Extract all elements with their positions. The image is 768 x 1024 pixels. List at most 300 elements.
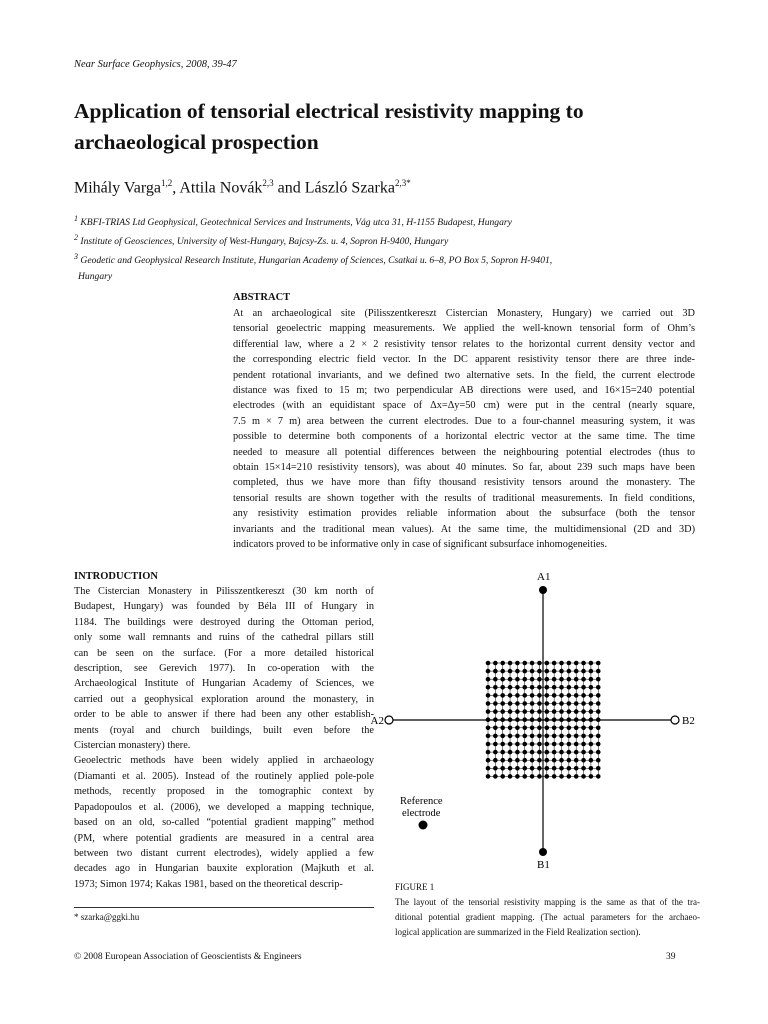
potential-electrode xyxy=(567,726,572,731)
author-affil-sup: 1,2 xyxy=(160,178,173,188)
potential-electrode xyxy=(486,726,491,731)
potential-electrode xyxy=(515,734,520,739)
potential-electrode xyxy=(493,669,498,674)
potential-electrode xyxy=(567,774,572,779)
introduction-line: carried out a geophysical exploration around the monastery, in xyxy=(74,693,374,705)
caption-line: ditional potential gradient mapping. (The actual parameters for the archaeo- xyxy=(395,912,700,922)
affiliation-3-continued: Hungary xyxy=(78,270,113,282)
potential-electrode xyxy=(515,726,520,731)
potential-electrode xyxy=(537,685,542,690)
potential-electrode xyxy=(552,750,557,755)
potential-electrode xyxy=(596,701,601,706)
potential-electrode xyxy=(581,709,586,714)
potential-electrode xyxy=(574,693,579,698)
introduction-line: (PM, where potential gradients are measured in a central area xyxy=(74,832,374,844)
potential-electrode xyxy=(574,750,579,755)
author-name: Mihály Varga xyxy=(74,179,161,197)
potential-electrode xyxy=(537,750,542,755)
potential-electrode xyxy=(537,726,542,731)
potential-electrode xyxy=(522,734,527,739)
potential-electrode xyxy=(574,709,579,714)
potential-electrode xyxy=(552,734,557,739)
page-number: 39 xyxy=(666,952,676,962)
potential-electrode xyxy=(552,701,557,706)
potential-electrode xyxy=(537,669,542,674)
potential-electrode xyxy=(574,677,579,682)
potential-electrode xyxy=(545,726,550,731)
potential-electrode xyxy=(589,693,594,698)
potential-electrode xyxy=(508,677,513,682)
potential-electrode xyxy=(493,701,498,706)
abstract-line: indicators proved to be informative only in case of significant subsurface inhomogeneities. xyxy=(233,539,608,551)
potential-electrode xyxy=(530,774,535,779)
potential-electrode xyxy=(530,758,535,763)
potential-electrode xyxy=(559,734,564,739)
potential-electrode xyxy=(545,766,550,771)
abstract-line: invariants and the traditional mean values). At the same time, the multidimensional (2D and 3D) xyxy=(233,523,695,535)
potential-electrode xyxy=(552,669,557,674)
potential-electrode xyxy=(574,758,579,763)
potential-electrode xyxy=(493,661,498,666)
potential-electrode xyxy=(567,677,572,682)
potential-electrode xyxy=(486,669,491,674)
introduction-heading: INTRODUCTION xyxy=(74,571,159,582)
potential-electrode xyxy=(522,766,527,771)
potential-electrode xyxy=(486,742,491,747)
potential-electrode xyxy=(581,701,586,706)
potential-electrode xyxy=(552,709,557,714)
potential-electrode xyxy=(508,758,513,763)
potential-electrode xyxy=(596,677,601,682)
introduction-line: only some wall remnants and ruins of the cathedral pillars still xyxy=(74,632,374,644)
introduction-line: Cistercian monastery) there. xyxy=(74,740,191,752)
abstract-line: distance was fixed to 15 m; two perpendicular AB directions were used, and 16×15=240 potential xyxy=(233,385,695,397)
potential-electrode xyxy=(589,685,594,690)
potential-electrode xyxy=(581,758,586,763)
author-separator: and xyxy=(273,179,305,197)
potential-electrode xyxy=(522,774,527,779)
potential-electrode xyxy=(596,693,601,698)
potential-electrode xyxy=(537,677,542,682)
potential-electrode xyxy=(508,766,513,771)
potential-electrode xyxy=(537,774,542,779)
potential-electrode xyxy=(530,717,535,722)
potential-electrode xyxy=(567,669,572,674)
potential-electrode xyxy=(567,766,572,771)
footnote-email: * szarka@ggki.hu xyxy=(74,912,140,922)
potential-electrode xyxy=(552,726,557,731)
potential-electrode xyxy=(486,701,491,706)
potential-electrode xyxy=(559,774,564,779)
potential-electrode xyxy=(567,717,572,722)
potential-electrode xyxy=(515,774,520,779)
potential-electrode xyxy=(508,685,513,690)
potential-electrode xyxy=(552,774,557,779)
potential-electrode xyxy=(559,742,564,747)
potential-electrode xyxy=(559,758,564,763)
potential-electrode xyxy=(493,685,498,690)
potential-electrode xyxy=(500,726,505,731)
potential-electrode xyxy=(545,661,550,666)
potential-electrode xyxy=(500,717,505,722)
potential-electrode xyxy=(522,669,527,674)
label-a1: A1 xyxy=(537,571,551,583)
potential-electrode xyxy=(567,734,572,739)
potential-electrode xyxy=(589,774,594,779)
potential-electrode xyxy=(515,701,520,706)
potential-electrode xyxy=(486,717,491,722)
electrode-a1 xyxy=(539,586,547,594)
potential-electrode xyxy=(508,734,513,739)
caption-line: logical application are summarized in the Field Realization section). xyxy=(395,927,641,937)
potential-electrode xyxy=(508,742,513,747)
potential-electrode xyxy=(574,774,579,779)
potential-electrode xyxy=(537,709,542,714)
potential-electrode xyxy=(596,750,601,755)
potential-electrode xyxy=(559,661,564,666)
potential-electrode xyxy=(574,661,579,666)
author-list xyxy=(74,178,411,197)
affiliation-2: $^2$ Institute of Geosciences, University of West-Hungary, Bajcsy-Zs. u. 4, Sopron H-9400, Hungary xyxy=(74,233,449,248)
abstract-line: pendent rotational invariants, and we defined two alternative sets. In the field, the current electrode xyxy=(233,369,695,381)
abstract-line: tensorial geoelectric mapping measurements. We applied the well-known tensorial form of Ohm’s xyxy=(233,323,695,335)
potential-electrode xyxy=(500,693,505,698)
potential-electrode xyxy=(589,766,594,771)
potential-electrode xyxy=(596,709,601,714)
potential-electrode xyxy=(552,661,557,666)
abstract-body xyxy=(233,306,695,553)
paper-title: Application of tensorial electrical resistivity mapping to archaeological prospection xyxy=(74,99,584,154)
abstract-line: tensorial results are shown together with the results of traditional measurements. In field conditions, xyxy=(233,492,695,504)
potential-electrode xyxy=(596,685,601,690)
label-b1: B1 xyxy=(537,859,550,871)
potential-electrode xyxy=(589,701,594,706)
potential-electrode xyxy=(493,750,498,755)
potential-electrode xyxy=(552,677,557,682)
potential-electrode xyxy=(522,693,527,698)
introduction-line: 1973; Simon 1974; Kakas 1981, based on the theoretical descrip- xyxy=(74,878,343,890)
footnote-rule xyxy=(74,907,374,908)
potential-electrode xyxy=(508,701,513,706)
label-b2: B2 xyxy=(682,715,695,727)
potential-electrode xyxy=(581,766,586,771)
potential-electrode xyxy=(522,709,527,714)
introduction-line: Papadopoulos et al. (2006), we developed a mapping technique, xyxy=(74,801,374,813)
potential-electrode xyxy=(530,734,535,739)
potential-electrode xyxy=(559,701,564,706)
potential-electrode xyxy=(545,750,550,755)
label-electrode: electrode xyxy=(402,808,441,819)
potential-electrode xyxy=(493,677,498,682)
author-affil-sup: 2,3* xyxy=(394,178,411,188)
journal-reference: Near Surface Geophysics, 2008, 39-47 xyxy=(74,59,237,70)
potential-electrode xyxy=(559,750,564,755)
potential-electrode xyxy=(567,750,572,755)
introduction-line: description, see Gerevich 1977). In co-operation with the xyxy=(74,663,374,675)
potential-electrode xyxy=(589,734,594,739)
potential-electrode xyxy=(486,677,491,682)
potential-electrode xyxy=(581,677,586,682)
author-affil-sup: 2,3 xyxy=(262,178,274,188)
potential-electrode xyxy=(559,693,564,698)
abstract-line: At an archaeological site (Pilisszentkereszt Cistercian Monastery, Hungary) we carried out 3D xyxy=(233,308,695,319)
potential-electrode xyxy=(545,734,550,739)
potential-electrode xyxy=(508,750,513,755)
affiliation-3: $^3$ Geodetic and Geophysical Research Institute, Hungarian Academy of Sciences, Csatkai u. 6–8, PO Box 5, Sopron H-9401, xyxy=(74,252,553,267)
potential-electrode xyxy=(486,685,491,690)
figure-caption xyxy=(395,895,700,940)
potential-electrode xyxy=(596,774,601,779)
potential-electrode xyxy=(522,701,527,706)
potential-electrode xyxy=(596,758,601,763)
potential-electrode xyxy=(515,717,520,722)
potential-electrode xyxy=(545,685,550,690)
potential-electrode xyxy=(530,750,535,755)
potential-electrode xyxy=(530,726,535,731)
potential-electrode xyxy=(589,669,594,674)
potential-electrode xyxy=(500,709,505,714)
potential-electrode xyxy=(596,717,601,722)
abstract-line: any resistivity estimation provides reliable information about the subsurface (both the tensor xyxy=(233,508,695,520)
potential-electrode xyxy=(515,661,520,666)
potential-electrode xyxy=(508,661,513,666)
potential-electrode xyxy=(537,742,542,747)
potential-electrode xyxy=(530,742,535,747)
electrode-b2 xyxy=(671,716,679,724)
potential-electrode xyxy=(515,685,520,690)
potential-electrode xyxy=(559,726,564,731)
potential-electrode xyxy=(545,742,550,747)
electrode-b1 xyxy=(539,848,547,856)
potential-electrode xyxy=(530,701,535,706)
label-reference: Reference xyxy=(400,796,443,807)
potential-electrode xyxy=(508,693,513,698)
potential-electrode xyxy=(574,742,579,747)
potential-electrode xyxy=(567,758,572,763)
potential-electrode xyxy=(522,717,527,722)
potential-electrode xyxy=(500,685,505,690)
potential-electrode xyxy=(581,717,586,722)
author-name: Attila Novák xyxy=(179,179,263,197)
introduction-line: The Cistercian Monastery in Pilisszentkereszt (30 km north of xyxy=(74,586,374,597)
potential-electrode xyxy=(581,742,586,747)
potential-electrode xyxy=(500,758,505,763)
potential-electrode xyxy=(574,685,579,690)
potential-electrode xyxy=(596,669,601,674)
potential-electrode xyxy=(567,742,572,747)
potential-electrode xyxy=(508,709,513,714)
introduction-line: (Diamanti et al. 2005). Instead of the routinely applied pole-pole xyxy=(74,770,374,782)
potential-electrode xyxy=(574,669,579,674)
potential-electrode xyxy=(545,669,550,674)
potential-electrode xyxy=(567,693,572,698)
potential-electrode xyxy=(530,693,535,698)
copyright-footer: © 2008 European Association of Geoscientists & Engineers xyxy=(74,952,302,962)
potential-electrode xyxy=(589,717,594,722)
introduction-line: Archaeological Institute of Hungarian Academy of Sciences, we xyxy=(74,678,374,690)
potential-electrode xyxy=(530,766,535,771)
figure-1-diagram xyxy=(370,565,710,875)
potential-electrode xyxy=(500,766,505,771)
potential-electrode xyxy=(522,758,527,763)
potential-electrode xyxy=(537,758,542,763)
potential-electrode xyxy=(559,717,564,722)
affiliations xyxy=(74,211,694,284)
introduction-line: can be seen on the surface. (For a more detailed historical xyxy=(74,647,374,659)
potential-electrode xyxy=(493,734,498,739)
potential-electrode xyxy=(537,661,542,666)
potential-electrode xyxy=(581,774,586,779)
potential-electrode xyxy=(508,774,513,779)
potential-electrode xyxy=(508,669,513,674)
potential-electrode xyxy=(589,742,594,747)
potential-electrode xyxy=(515,758,520,763)
potential-electrode xyxy=(508,717,513,722)
potential-electrode xyxy=(515,709,520,714)
potential-electrode xyxy=(545,717,550,722)
potential-electrode xyxy=(486,774,491,779)
potential-electrode xyxy=(596,742,601,747)
potential-electrode xyxy=(486,734,491,739)
potential-electrode xyxy=(596,661,601,666)
abstract-line: obtain 15×14=210 resistivity tensors), was about 40 minutes. So far, about 239 such maps have been xyxy=(233,462,695,474)
introduction-line: between two distant current electrodes), widely applied a few xyxy=(74,847,374,859)
abstract-line: 7.5 m × 7 m) area between the current electrodes. Due to a four-channel measuring system, it was xyxy=(233,415,695,427)
potential-electrode xyxy=(486,766,491,771)
potential-electrode xyxy=(559,709,564,714)
potential-electrode xyxy=(486,693,491,698)
potential-electrode xyxy=(559,669,564,674)
potential-electrode xyxy=(574,701,579,706)
potential-electrode xyxy=(596,734,601,739)
potential-electrode xyxy=(589,677,594,682)
potential-electrode xyxy=(486,758,491,763)
potential-electrode xyxy=(552,742,557,747)
potential-electrode xyxy=(581,750,586,755)
potential-electrode xyxy=(493,774,498,779)
potential-electrode xyxy=(537,717,542,722)
potential-electrode xyxy=(574,717,579,722)
potential-electrode xyxy=(581,693,586,698)
potential-electrode xyxy=(486,661,491,666)
potential-electrode xyxy=(493,693,498,698)
abstract-heading: ABSTRACT xyxy=(233,292,291,303)
author-name: László Szarka xyxy=(304,179,395,197)
potential-electrode xyxy=(552,766,557,771)
reference-electrode xyxy=(419,821,428,830)
potential-electrode xyxy=(522,685,527,690)
potential-electrode xyxy=(545,693,550,698)
potential-electrode xyxy=(559,766,564,771)
potential-electrode xyxy=(486,709,491,714)
potential-electrode xyxy=(537,766,542,771)
potential-electrode xyxy=(522,726,527,731)
potential-electrode xyxy=(545,774,550,779)
potential-electrode xyxy=(567,685,572,690)
potential-electrode xyxy=(500,669,505,674)
potential-electrode xyxy=(515,669,520,674)
affiliation-1: $^1$ KBFI-TRIAS Ltd Geophysical, Geotechnical Services and Instruments, Vág utca 31, H-1155 Budapest, Hungary xyxy=(74,214,512,229)
potential-electrode xyxy=(508,726,513,731)
potential-electrode xyxy=(493,726,498,731)
potential-electrode xyxy=(515,742,520,747)
potential-electrode xyxy=(493,766,498,771)
potential-electrode xyxy=(581,669,586,674)
potential-electrode xyxy=(596,726,601,731)
abstract-line: possible to determine both components of a horizontal electric vector at the same time. The time xyxy=(233,431,695,443)
figure-label: FIGURE 1 xyxy=(395,882,435,892)
potential-electrode xyxy=(589,661,594,666)
potential-electrode xyxy=(574,766,579,771)
potential-electrode xyxy=(574,734,579,739)
introduction-line: decades ago in Hungarian bauxite exploration (Majkuth et al. xyxy=(74,863,374,875)
introduction-line: Geoelectric methods have been widely applied in archaeology xyxy=(74,755,374,767)
potential-electrode xyxy=(545,701,550,706)
potential-electrode xyxy=(545,709,550,714)
potential-electrode xyxy=(530,709,535,714)
potential-electrode xyxy=(530,669,535,674)
potential-electrode xyxy=(552,693,557,698)
potential-electrode xyxy=(552,717,557,722)
potential-electrode xyxy=(500,774,505,779)
potential-electrode xyxy=(500,734,505,739)
introduction-line: methods, recently proposed in the tomographic context by xyxy=(74,786,374,798)
potential-electrode xyxy=(500,677,505,682)
potential-electrode xyxy=(493,742,498,747)
potential-electrode xyxy=(522,750,527,755)
potential-electrode xyxy=(574,726,579,731)
abstract-line: completed, thus we have more than fifty thousand resistivity tensors around the monastery. The xyxy=(233,477,695,489)
potential-electrode xyxy=(581,734,586,739)
potential-electrode xyxy=(567,661,572,666)
potential-electrode xyxy=(545,758,550,763)
introduction-line: order to be able to answer if there had been any other establish- xyxy=(74,709,374,721)
abstract-line: the corresponding electric field vector. In the DC apparent resistivity tensor there are three inde- xyxy=(233,354,695,366)
potential-electrode xyxy=(493,717,498,722)
potential-electrode xyxy=(515,693,520,698)
potential-electrode xyxy=(559,677,564,682)
potential-electrode xyxy=(500,742,505,747)
introduction-body xyxy=(74,584,374,892)
potential-electrode xyxy=(589,709,594,714)
potential-electrode xyxy=(530,661,535,666)
potential-electrode xyxy=(581,661,586,666)
potential-electrode xyxy=(559,685,564,690)
author-separator: , xyxy=(172,179,180,197)
caption-line: The layout of the tensorial resistivity mapping is the same as that of the tra- xyxy=(395,897,700,907)
potential-electrode xyxy=(493,709,498,714)
potential-electrode xyxy=(567,709,572,714)
potential-electrode xyxy=(589,726,594,731)
introduction-line: ments (royal and church buildings, built even before the xyxy=(74,724,374,736)
introduction-line: 1184. The buildings were destroyed during the Ottoman period, xyxy=(74,616,374,628)
potential-electrode xyxy=(537,693,542,698)
introduction-line: Budapest, Hungary) was founded by Béla III of Hungary in xyxy=(74,601,374,613)
potential-electrode xyxy=(500,750,505,755)
potential-electrode xyxy=(589,750,594,755)
potential-electrode xyxy=(515,677,520,682)
potential-electrode xyxy=(530,677,535,682)
potential-electrode xyxy=(500,661,505,666)
abstract-line: differential law, where a 2 × 2 resistivity tensor relates to the horizontal current density vector and xyxy=(233,338,695,350)
potential-electrode xyxy=(486,750,491,755)
potential-electrode xyxy=(537,734,542,739)
potential-electrode xyxy=(515,766,520,771)
potential-electrode xyxy=(522,742,527,747)
potential-electrode xyxy=(522,677,527,682)
abstract-line: needed to measure all potential differences between the neighbouring potential electrodes (thus to xyxy=(233,446,695,458)
abstract-line: electrodes (with an equidistant space of Δx=Δy=50 cm) were put in the central (nearly square, xyxy=(233,400,695,412)
